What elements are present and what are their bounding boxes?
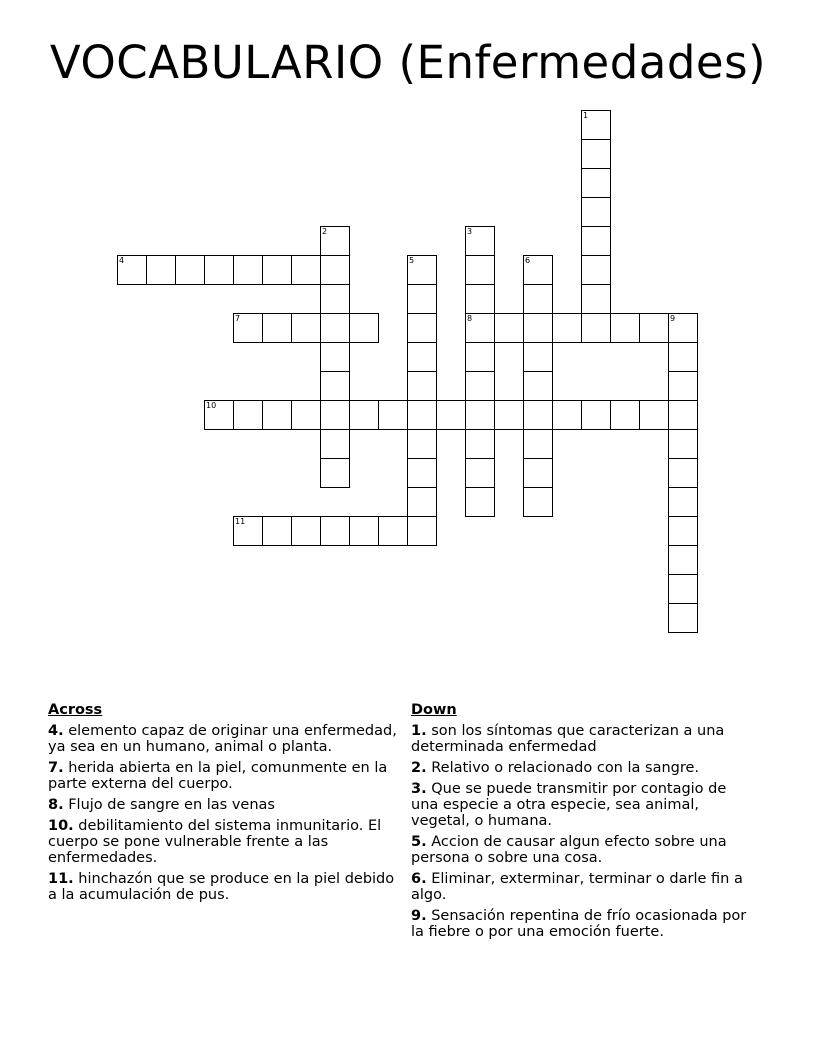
down-clue-6 <box>411 871 751 903</box>
grid-cell[interactable] <box>407 313 437 343</box>
clue-number: 1. <box>411 723 427 739</box>
cell-number: 10 <box>206 401 217 410</box>
cell-number: 3 <box>467 227 473 236</box>
grid-cell[interactable] <box>407 284 437 314</box>
grid-cell[interactable] <box>494 313 524 343</box>
grid-cell[interactable] <box>320 458 350 488</box>
grid-cell[interactable] <box>465 226 495 256</box>
grid-cell[interactable] <box>465 342 495 372</box>
across-heading: Across <box>48 702 103 718</box>
clue-number: 7. <box>48 760 64 776</box>
grid-cell[interactable] <box>523 255 553 285</box>
grid-cell[interactable] <box>465 255 495 285</box>
grid-cell[interactable] <box>407 516 437 546</box>
grid-cell[interactable] <box>523 458 553 488</box>
grid-cell[interactable] <box>523 342 553 372</box>
grid-cell[interactable] <box>523 400 553 430</box>
grid-cell[interactable] <box>233 516 263 546</box>
cell-number: 2 <box>322 227 328 236</box>
grid-cell[interactable] <box>639 400 669 430</box>
grid-cell[interactable] <box>233 400 263 430</box>
grid-cell[interactable] <box>320 313 350 343</box>
grid-cell[interactable] <box>668 487 698 517</box>
cell-number: 7 <box>235 314 241 323</box>
grid-cell[interactable] <box>320 516 350 546</box>
grid-cell[interactable] <box>465 487 495 517</box>
clue-text: Flujo de sangre en las venas <box>68 797 275 813</box>
grid-cell[interactable] <box>320 371 350 401</box>
across-clue-10 <box>48 818 398 866</box>
cell-number: 4 <box>119 256 125 265</box>
grid-cell[interactable] <box>523 487 553 517</box>
grid-cell[interactable] <box>494 400 524 430</box>
down-heading: Down <box>411 702 457 718</box>
down-clue-3 <box>411 781 751 829</box>
grid-cell[interactable] <box>233 313 263 343</box>
grid-cell[interactable] <box>407 255 437 285</box>
grid-cell[interactable] <box>320 226 350 256</box>
grid-cell[interactable] <box>581 226 611 256</box>
cell-number: 8 <box>467 314 473 323</box>
grid-cell[interactable] <box>291 255 321 285</box>
clue-text: Relativo o relacionado con la sangre. <box>431 760 700 776</box>
across-clue-7 <box>48 760 398 792</box>
grid-cell[interactable] <box>349 516 379 546</box>
grid-cell[interactable] <box>117 255 147 285</box>
grid-cell[interactable] <box>581 284 611 314</box>
clue-number: 11. <box>48 871 74 887</box>
clue-text: son los síntomas que caracterizan a una determinada enfermedad <box>411 723 725 755</box>
grid-cell[interactable] <box>668 400 698 430</box>
clue-number: 2. <box>411 760 427 776</box>
clue-number: 10. <box>48 818 74 834</box>
grid-cell[interactable] <box>349 313 379 343</box>
down-clues <box>411 702 751 945</box>
grid-cell[interactable] <box>610 400 640 430</box>
clue-text: Sensación repentina de frío ocasionada por la fiebre o por una emoción fuerte. <box>411 908 747 940</box>
grid-cell[interactable] <box>523 371 553 401</box>
grid-cell[interactable] <box>320 342 350 372</box>
grid-cell[interactable] <box>581 168 611 198</box>
grid-cell[interactable] <box>291 516 321 546</box>
down-clue-1 <box>411 723 751 755</box>
grid-cell[interactable] <box>262 516 292 546</box>
grid-cell[interactable] <box>523 284 553 314</box>
grid-cell[interactable] <box>320 400 350 430</box>
clue-text: debilitamiento del sistema inmunitario. El cuerpo se pone vulnerable frente a las enfermedades. <box>48 818 382 866</box>
grid-cell[interactable] <box>668 574 698 604</box>
grid-cell[interactable] <box>436 400 466 430</box>
across-clue-11 <box>48 871 398 903</box>
grid-cell[interactable] <box>668 429 698 459</box>
grid-cell[interactable] <box>349 400 379 430</box>
grid-cell[interactable] <box>581 139 611 169</box>
grid-cell[interactable] <box>320 284 350 314</box>
grid-cell[interactable] <box>668 516 698 546</box>
grid-cell[interactable] <box>320 255 350 285</box>
grid-cell[interactable] <box>610 313 640 343</box>
grid-cell[interactable] <box>465 400 495 430</box>
grid-cell[interactable] <box>262 255 292 285</box>
down-clue-9 <box>411 908 751 940</box>
across-clue-8 <box>48 797 398 813</box>
down-clue-5 <box>411 834 751 866</box>
grid-cell[interactable] <box>291 313 321 343</box>
cell-number: 5 <box>409 256 415 265</box>
clue-text: Accion de causar algun efecto sobre una persona o sobre una cosa. <box>411 834 727 866</box>
grid-cell[interactable] <box>668 313 698 343</box>
clue-text: herida abierta en la piel, comunmente en la parte externa del cuerpo. <box>48 760 388 792</box>
grid-cell[interactable] <box>465 371 495 401</box>
grid-cell[interactable] <box>668 603 698 633</box>
clue-number: 4. <box>48 723 64 739</box>
grid-cell[interactable] <box>407 371 437 401</box>
grid-cell[interactable] <box>581 197 611 227</box>
down-clue-2 <box>411 760 751 776</box>
grid-cell[interactable] <box>378 400 408 430</box>
grid-cell[interactable] <box>581 400 611 430</box>
grid-cell[interactable] <box>262 400 292 430</box>
grid-cell[interactable] <box>320 429 350 459</box>
clue-text: Que se puede transmitir por contagio de una especie a otra especie, sea animal, vegetal, o humana. <box>411 781 727 829</box>
grid-cell[interactable] <box>407 429 437 459</box>
grid-cell[interactable] <box>552 313 582 343</box>
grid-cell[interactable] <box>204 255 234 285</box>
grid-cell[interactable] <box>465 284 495 314</box>
grid-cell[interactable] <box>204 400 234 430</box>
grid-cell[interactable] <box>523 429 553 459</box>
cell-number: 1 <box>583 111 589 120</box>
grid-cell[interactable] <box>668 371 698 401</box>
grid-cell[interactable] <box>465 458 495 488</box>
clue-number: 8. <box>48 797 64 813</box>
grid-cell[interactable] <box>233 255 263 285</box>
cell-number: 11 <box>235 517 246 526</box>
grid-cell[interactable] <box>291 400 321 430</box>
cell-number: 6 <box>525 256 531 265</box>
clue-number: 6. <box>411 871 427 887</box>
grid-cell[interactable] <box>581 255 611 285</box>
clue-number: 5. <box>411 834 427 850</box>
grid-cell[interactable] <box>523 313 553 343</box>
grid-cell[interactable] <box>639 313 669 343</box>
page-title: VOCABULARIO (Enfermedades) <box>49 36 767 89</box>
grid-cell[interactable] <box>262 313 292 343</box>
grid-cell[interactable] <box>465 429 495 459</box>
grid-cell[interactable] <box>581 313 611 343</box>
grid-cell[interactable] <box>378 516 408 546</box>
across-clues <box>48 702 398 908</box>
grid-cell[interactable] <box>668 342 698 372</box>
clue-number: 9. <box>411 908 427 924</box>
grid-cell[interactable] <box>668 545 698 575</box>
clue-number: 3. <box>411 781 427 797</box>
grid-cell[interactable] <box>581 110 611 140</box>
grid-cell[interactable] <box>407 487 437 517</box>
grid-cell[interactable] <box>407 400 437 430</box>
cell-number: 9 <box>670 314 676 323</box>
grid-cell[interactable] <box>552 400 582 430</box>
grid-cell[interactable] <box>407 458 437 488</box>
clue-text: elemento capaz de originar una enfermedad, ya sea en un humano, animal o planta. <box>48 723 397 755</box>
grid-cell[interactable] <box>175 255 205 285</box>
grid-cell[interactable] <box>407 342 437 372</box>
grid-cell[interactable] <box>465 313 495 343</box>
across-clue-4 <box>48 723 398 755</box>
grid-cell[interactable] <box>668 458 698 488</box>
grid-cell[interactable] <box>146 255 176 285</box>
clue-text: Eliminar, exterminar, terminar o darle fin a algo. <box>411 871 743 903</box>
clue-text: hinchazón que se produce en la piel debido a la acumulación de pus. <box>48 871 395 903</box>
